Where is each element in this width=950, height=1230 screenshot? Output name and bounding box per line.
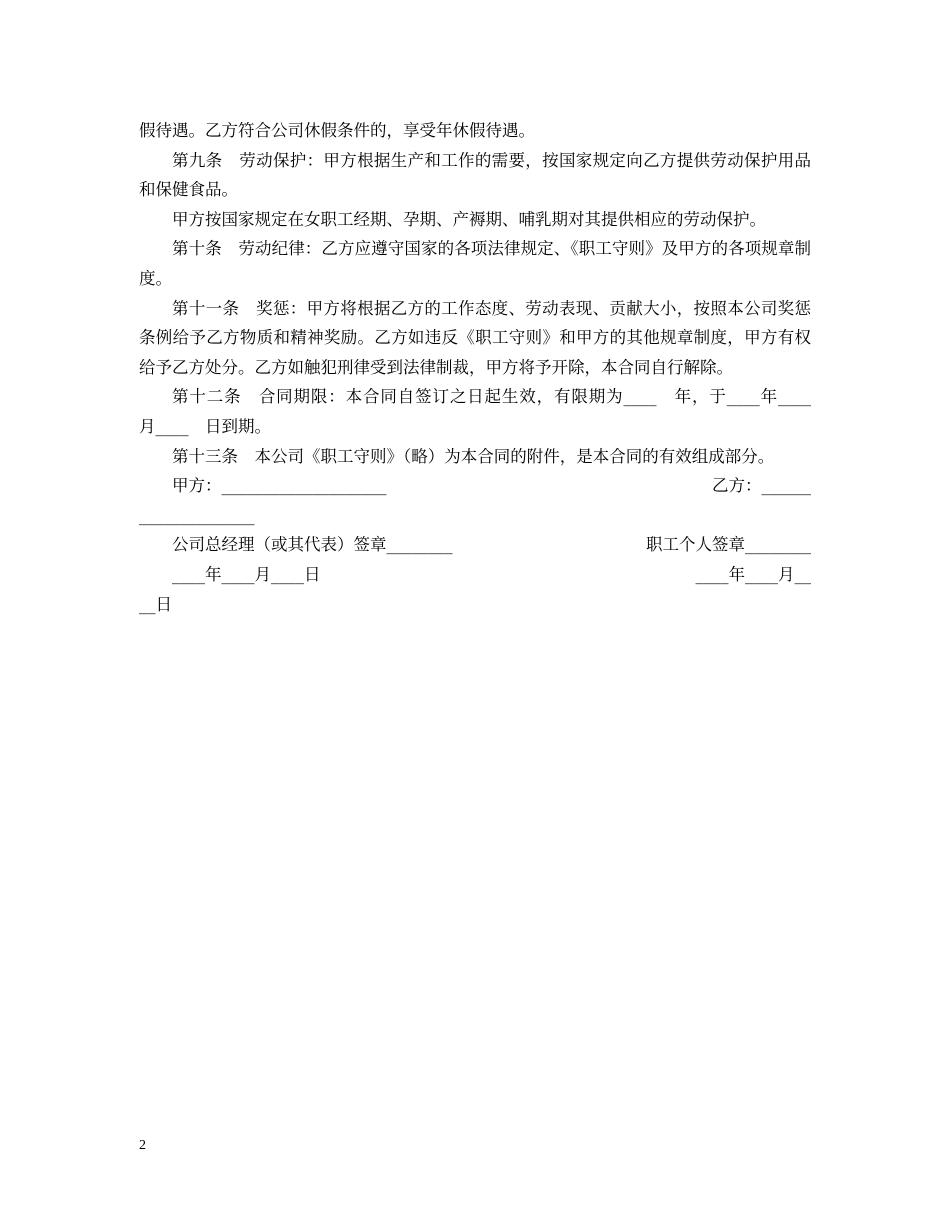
party-b-sign-label: 职工个人签章________ <box>646 535 811 555</box>
party-b-date: ____年____月__ <box>695 564 811 584</box>
party-b-label: 乙方：______ <box>712 476 811 496</box>
party-a-sign-label: 公司总经理（或其代表）签章________ <box>172 535 453 555</box>
paragraph-article-10: 第十条 劳动纪律：乙方应遵守国家的各项法律规定、《职工守则》及甲方的各项规章制度。 <box>139 239 811 288</box>
page-number: 2 <box>139 1138 146 1153</box>
party-b-date-continuation: __日 <box>139 594 172 614</box>
signature-parties-row <box>139 471 811 501</box>
party-a-label: 甲方：____________________ <box>172 476 387 496</box>
signature-sign-row <box>139 530 811 560</box>
paragraph-article-13: 第十三条 本公司《职工守则》（略）为本合同的附件，是本合同的有效组成部分。 <box>172 446 775 466</box>
paragraph-leave-continuation: 假待遇。乙方符合公司休假条件的，享受年休假待遇。 <box>139 121 535 140</box>
signature-date-row <box>139 560 811 590</box>
paragraph-article-11: 第十一条 奖惩：甲方将根据乙方的工作态度、劳动表现、贡献大小，按照本公司奖惩条例给予乙方物质和精神奖励。乙方如违反《职工守则》和甲方的其他规章制度，甲方有权给予乙方处分。乙方如触犯刑律受到法律制裁，甲方将予开除，本合同自行解除。 <box>139 298 811 377</box>
paragraph-female-protection: 甲方按国家规定在女职工经期、孕期、产褥期、哺乳期对其提供相应的劳动保护。 <box>172 209 766 229</box>
party-b-line-continuation: ______________ <box>139 505 255 525</box>
document-body <box>139 116 828 619</box>
paragraph-article-12: 第十二条 合同期限：本合同自签订之日起生效，有限期为____ 年，于____年____ 月____ 日到期。 <box>139 387 828 436</box>
paragraph-article-9: 第九条 劳动保护：甲方根据生产和工作的需要，按国家规定向乙方提供劳动保护用品和保健食品。 <box>139 150 811 200</box>
party-a-date: ____年____月____日 <box>172 564 321 584</box>
